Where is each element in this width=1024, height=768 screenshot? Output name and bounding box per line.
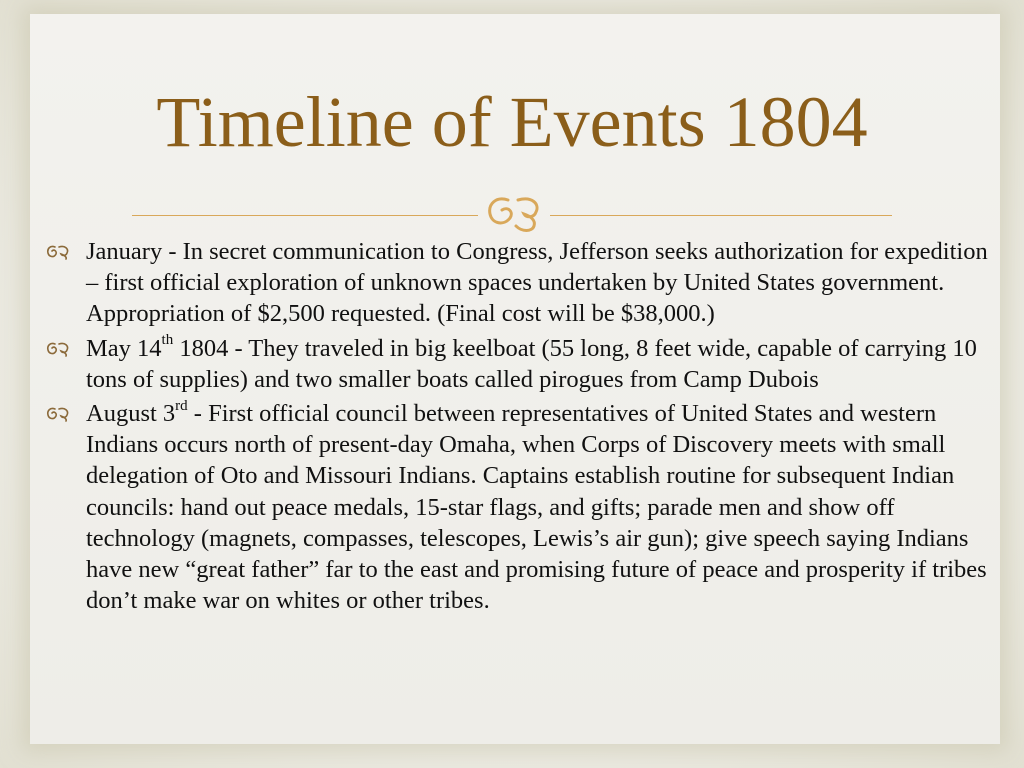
bullet-item-may: [40, 333, 990, 395]
bullet-lead: May 14: [86, 334, 162, 362]
bullet-text: - In secret communication to Congress, Jefferson seeks authorization for expedition – first official exploration of unknown spaces undertaken by United States government. Appropriation of $2,500 requested. (Final cost will be $38,000.): [86, 238, 988, 328]
curl-bullet-icon: [46, 341, 70, 357]
bullet-list: [40, 236, 990, 619]
bullet-item-january: [40, 236, 990, 330]
slide-title: Timeline of Events 1804: [156, 82, 868, 162]
bullet-lead: January: [86, 238, 163, 265]
curl-bullet-icon: [46, 244, 70, 260]
divider-line-left: [132, 215, 478, 216]
bullet-lead: August 3: [86, 400, 176, 428]
flourish-icon: [478, 190, 550, 234]
divider-line-right: [550, 215, 892, 216]
bullet-text: - First official council between representatives of United States and western Indians occurs north of present-day Omaha, when Corps of Discovery meets with small delegation of Oto and Missouri Indians. Captains establish routine for subsequent Indian councils: hand out peace medals, 15-star flags, and gifts; parade men and show off technology (magnets, compasses, telescopes, Lewis’s air gun); give speech saying Indians have new “great father” far to the east and promising future of peace and prosperity if tribes don’t make war on whites or other tribes.: [86, 400, 987, 615]
bullet-lead-sup: th: [161, 332, 174, 349]
curl-bullet-icon: [46, 406, 70, 422]
bullet-lead-sup: rd: [175, 397, 188, 414]
bullet-item-august: [40, 398, 990, 616]
bullet-text: 1804 - They traveled in big keelboat (55 long, 8 feet wide, capable of carrying 10 tons of supplies) and two smaller boats called pirogues from Camp Dubois: [86, 334, 977, 393]
title-divider: [132, 190, 892, 234]
